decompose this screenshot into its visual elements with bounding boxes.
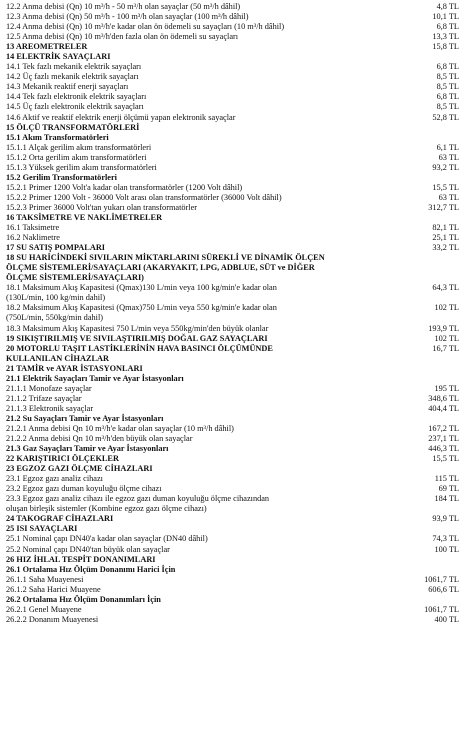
item-description: 26.2.2 Donanım Muayenesi bbox=[6, 614, 99, 624]
section-heading-row bbox=[6, 524, 459, 534]
item-description: 14 ELEKTRİK SAYAÇLARI bbox=[6, 52, 111, 62]
item-description: 15.2 Gerilim Transformatörleri bbox=[6, 172, 117, 182]
fee-amount: 400 TL bbox=[434, 614, 459, 624]
section-heading-row bbox=[6, 374, 459, 384]
section-heading-row bbox=[6, 364, 459, 374]
fee-amount: 74,3 TL bbox=[432, 534, 459, 544]
fee-item-row bbox=[6, 32, 459, 42]
item-description: 21.1.3 Elektronik sayaçlar bbox=[6, 403, 94, 413]
fee-amount: 52,8 TL bbox=[432, 112, 459, 122]
fee-amount: 195 TL bbox=[434, 383, 459, 393]
item-description: 19 SIKIŞTIRILMIŞ VE SIVILAŞTIRILMIŞ DOĞAL GAZ SAYAÇLARI bbox=[6, 333, 268, 343]
item-description: 15.1.2 Orta gerilim akım transformatörleri bbox=[6, 152, 147, 162]
section-heading-row bbox=[6, 555, 459, 565]
fee-amount: 4,8 TL bbox=[436, 2, 459, 11]
item-description: 15.2.2 Primer 1200 Volt - 36000 Volt arası olan transformatörler (36000 Volt dâhil) bbox=[6, 192, 282, 202]
fee-amount: 82,1 TL bbox=[432, 223, 459, 233]
item-description: 16.2 Naklimetre bbox=[6, 233, 60, 243]
fee-item-row bbox=[6, 283, 459, 303]
fee-item-row bbox=[6, 615, 459, 625]
section-heading-row bbox=[6, 123, 459, 133]
item-description: 14.6 Aktif ve reaktif elektrik enerji ölçümü yapan elektronik sayaçlar bbox=[6, 112, 236, 122]
fee-amount: 64,3 TL bbox=[432, 283, 459, 293]
item-description: 13 AREOMETRELER bbox=[6, 42, 88, 52]
fee-amount: 10,1 TL bbox=[432, 12, 459, 22]
item-description: 26.1.1 Saha Muayenesi bbox=[6, 574, 84, 584]
fee-item-row bbox=[6, 82, 459, 92]
fee-item-row bbox=[6, 384, 459, 394]
fee-item-row bbox=[6, 62, 459, 72]
fee-item-row bbox=[6, 394, 459, 404]
fee-amount: 6,8 TL bbox=[436, 92, 459, 102]
fee-amount: 348,6 TL bbox=[428, 393, 459, 403]
item-description: 26.2 Ortalama Hız Ölçüm Donanımları İçin bbox=[6, 594, 161, 604]
fee-amount: 8,5 TL bbox=[436, 102, 459, 112]
item-description: 21.1 Elektrik Sayaçları Tamir ve Ayar İstasyonları bbox=[6, 373, 184, 383]
section-heading-row bbox=[6, 464, 459, 474]
fee-item-row bbox=[6, 153, 459, 163]
fee-item-row bbox=[6, 223, 459, 233]
item-description: 23.1 Egzoz gazı analiz cihazı bbox=[6, 474, 103, 484]
fee-item-row bbox=[6, 92, 459, 102]
item-description: 18.1 Maksimum Akış Kapasitesi (Qmax)130 L/min veya 100 kg/min'e kadar olan (130L/min, 100 kg/min dahil) bbox=[6, 283, 277, 303]
item-description: 20 MOTORLU TAŞIT LASTİKLERİNİN HAVA BASINCI ÖLÇÜMÜNDE KULLANILAN CİHAZLAR bbox=[6, 343, 273, 363]
fee-item-row bbox=[6, 534, 459, 544]
item-description: 21.2.2 Anma debisi Qn 10 m³/h'den büyük olan sayaçlar bbox=[6, 434, 193, 444]
fee-amount: 15,8 TL bbox=[432, 42, 459, 52]
fee-item-row bbox=[6, 575, 459, 585]
item-description: 12.2 Anma debisi (Qn) 10 m³/h - 50 m³/h olan sayaçlar (50 m³/h dâhil) bbox=[6, 2, 241, 11]
fee-item-row bbox=[6, 545, 459, 555]
fee-amount: 69 TL bbox=[438, 484, 459, 494]
section-heading-row bbox=[6, 173, 459, 183]
fee-item-row bbox=[6, 12, 459, 22]
item-description: 21 TAMİR ve AYAR İSTASYONLARI bbox=[6, 363, 143, 373]
item-description: 17 SU SATIŞ POMPALARI bbox=[6, 243, 106, 253]
item-description: 25.2 Nominal çapı DN40'tan büyük olan sayaçlar bbox=[6, 544, 170, 554]
fee-item-row bbox=[6, 484, 459, 494]
item-description: 21.1.2 Trifaze sayaçlar bbox=[6, 393, 82, 403]
item-description: 23.3 Egzoz gazı analiz cihazı ile egzoz gazı duman koyuluğu ölçme cihazından oluşan birleşik sistemler (Kombine egzoz gazı ölçme cihazı) bbox=[6, 494, 270, 514]
section-heading-row bbox=[6, 52, 459, 62]
fee-item-row bbox=[6, 434, 459, 444]
item-description: 26.2.1 Genel Muayene bbox=[6, 604, 82, 614]
item-description: 25.1 Nominal çapı DN40'a kadar olan sayaçlar (DN40 dâhil) bbox=[6, 534, 208, 544]
fee-amount: 404,4 TL bbox=[428, 403, 459, 413]
fee-item-row bbox=[6, 494, 459, 514]
fee-item-row bbox=[6, 163, 459, 173]
fee-amount: 93,9 TL bbox=[432, 514, 459, 524]
fee-amount: 93,2 TL bbox=[432, 162, 459, 172]
item-description: 14.2 Üç fazlı mekanik elektrik sayaçları bbox=[6, 72, 139, 82]
section-heading-row bbox=[6, 444, 459, 454]
fee-amount: 15,5 TL bbox=[432, 182, 459, 192]
item-description: 21.2.1 Anma debisi Qn 10 m³/h'e kadar olan sayaçlar (10 m³/h dâhil) bbox=[6, 423, 234, 433]
item-description: 15.1.1 Alçak gerilim akım transformatörleri bbox=[6, 142, 152, 152]
fee-amount: 6,8 TL bbox=[436, 62, 459, 72]
fee-item-row bbox=[6, 324, 459, 334]
fee-amount: 102 TL bbox=[434, 333, 459, 343]
fee-amount: 100 TL bbox=[434, 544, 459, 554]
section-heading-row bbox=[6, 213, 459, 223]
fee-amount: 167,2 TL bbox=[428, 423, 459, 433]
section-heading-row bbox=[6, 253, 459, 283]
fee-amount: 102 TL bbox=[434, 303, 459, 313]
fee-amount: 1061,7 TL bbox=[424, 604, 459, 614]
fee-amount: 8,5 TL bbox=[436, 72, 459, 82]
item-description: 21.2 Su Sayaçları Tamir ve Ayar İstasyonları bbox=[6, 413, 164, 423]
section-heading-row bbox=[6, 334, 459, 344]
item-description: 21.1.1 Monofaze sayaçlar bbox=[6, 383, 92, 393]
fee-item-row bbox=[6, 72, 459, 82]
fee-item-row bbox=[6, 424, 459, 434]
item-description: 21.3 Gaz Sayaçları Tamir ve Ayar İstasyonları bbox=[6, 444, 169, 454]
item-description: 15.1 Akım Transformatörleri bbox=[6, 132, 109, 142]
section-heading-row bbox=[6, 454, 459, 464]
section-heading-row bbox=[6, 565, 459, 575]
item-description: 14.5 Üç fazlı elektronik elektrik sayaçları bbox=[6, 102, 144, 112]
section-heading-row bbox=[6, 414, 459, 424]
fee-amount: 8,5 TL bbox=[436, 82, 459, 92]
item-description: 15.1.3 Yüksek gerilim akım transformatörleri bbox=[6, 162, 157, 172]
item-description: 22 KARIŞTIRICI ÖLÇEKLER bbox=[6, 454, 119, 464]
fee-amount: 606,6 TL bbox=[428, 584, 459, 594]
section-heading-row bbox=[6, 243, 459, 253]
fee-item-row bbox=[6, 2, 459, 12]
fee-item-row bbox=[6, 113, 459, 123]
item-description: 16 TAKSİMETRE VE NAKLİMETRELER bbox=[6, 212, 163, 222]
section-heading-row bbox=[6, 133, 459, 143]
fee-amount: 13,3 TL bbox=[432, 32, 459, 42]
item-description: 18.3 Maksimum Akış Kapasitesi 750 L/min veya 550kg/min'den büyük olanlar bbox=[6, 323, 269, 333]
item-description: 15.2.1 Primer 1200 Volt'a kadar olan transformatörler (1200 Volt dâhil) bbox=[6, 182, 243, 192]
fee-amount: 16,7 TL bbox=[432, 343, 459, 353]
item-description: 15 ÖLÇÜ TRANSFORMATÖRLERİ bbox=[6, 122, 140, 132]
fee-amount: 237,1 TL bbox=[428, 434, 459, 444]
fee-item-row bbox=[6, 143, 459, 153]
fee-amount: 33,2 TL bbox=[432, 243, 459, 253]
item-description: 26.1 Ortalama Hız Ölçüm Donanımı Harici İçin bbox=[6, 564, 176, 574]
item-description: 12.5 Anma debisi (Qn) 10 m³/h'den fazla olan ön ödemeli su sayaçları bbox=[6, 32, 239, 42]
fee-amount: 184 TL bbox=[434, 494, 459, 504]
fee-amount: 6,8 TL bbox=[436, 22, 459, 32]
section-heading-row bbox=[6, 42, 459, 52]
item-description: 23.2 Egzoz gazı duman koyuluğu ölçme cihazı bbox=[6, 484, 162, 494]
item-description: 14.4 Tek fazlı elektronik elektrik sayaçları bbox=[6, 92, 147, 102]
fee-amount: 25,1 TL bbox=[432, 233, 459, 243]
fee-amount: 1061,7 TL bbox=[424, 574, 459, 584]
fee-amount: 63 TL bbox=[438, 192, 459, 202]
fee-amount: 193,9 TL bbox=[428, 323, 459, 333]
fee-item-row bbox=[6, 474, 459, 484]
fee-amount: 446,3 TL bbox=[428, 444, 459, 454]
fee-item-row bbox=[6, 22, 459, 32]
fee-item-row bbox=[6, 203, 459, 213]
item-description: 18.2 Maksimum Akış Kapasitesi (Qmax)750 L/min veya 550 kg/min'e kadar olan (750L/min, 550kg/min dahil) bbox=[6, 303, 277, 323]
item-description: 14.3 Mekanik reaktif enerji sayaçları bbox=[6, 82, 129, 92]
item-description: 16.1 Taksimetre bbox=[6, 223, 60, 233]
section-heading-row bbox=[6, 514, 459, 524]
fee-item-row bbox=[6, 183, 459, 193]
item-description: 12.4 Anma debisi (Qn) 10 m³/h'e kadar olan ön ödemeli su sayaçları (10 m³/h dâhil) bbox=[6, 22, 285, 32]
item-description: 23 EGZOZ GAZI ÖLÇME CİHAZLARI bbox=[6, 464, 153, 474]
item-description: 14.1 Tek fazlı mekanik elektrik sayaçları bbox=[6, 62, 142, 72]
item-description: 15.2.3 Primer 36000 Volt'tan yukarı olan transformatörler bbox=[6, 202, 198, 212]
section-heading-row bbox=[6, 595, 459, 605]
fee-amount: 63 TL bbox=[438, 152, 459, 162]
fee-item-row bbox=[6, 404, 459, 414]
fee-item-row bbox=[6, 585, 459, 595]
fee-amount: 115 TL bbox=[434, 474, 459, 484]
item-description: 25 ISI SAYAÇLARI bbox=[6, 524, 78, 534]
fee-item-row bbox=[6, 193, 459, 203]
fee-amount: 15,5 TL bbox=[432, 454, 459, 464]
fee-amount: 312,7 TL bbox=[428, 202, 459, 212]
fee-amount: 6,1 TL bbox=[436, 142, 459, 152]
item-description: 18 SU HARİCİNDEKİ SIVILARIN MİKTARLARINI SÜREKLİ VE DİNAMİK ÖLÇEN ÖLÇME SİSTEMLERİ/SAYAÇLARI (AKARYAKIT, LPG, ADBLUE, SÜT ve DİĞER ÖLÇME SİSTEMLERİ/SAYAÇLARI) bbox=[6, 253, 325, 283]
fee-item-row bbox=[6, 605, 459, 615]
item-description: 26 HIZ İHLAL TESPİT DONANIMLARI bbox=[6, 554, 156, 564]
item-description: 26.1.2 Saha Harici Muayene bbox=[6, 584, 101, 594]
fee-item-row bbox=[6, 102, 459, 112]
fee-item-row bbox=[6, 233, 459, 243]
item-description: 12.3 Anma debisi (Qn) 50 m³/h - 100 m³/h olan sayaçlar (100 m³/h dâhil) bbox=[6, 12, 249, 22]
section-heading-row bbox=[6, 344, 459, 364]
fee-item-row bbox=[6, 303, 459, 323]
item-description: 24 TAKOGRAF CİHAZLARI bbox=[6, 514, 114, 524]
